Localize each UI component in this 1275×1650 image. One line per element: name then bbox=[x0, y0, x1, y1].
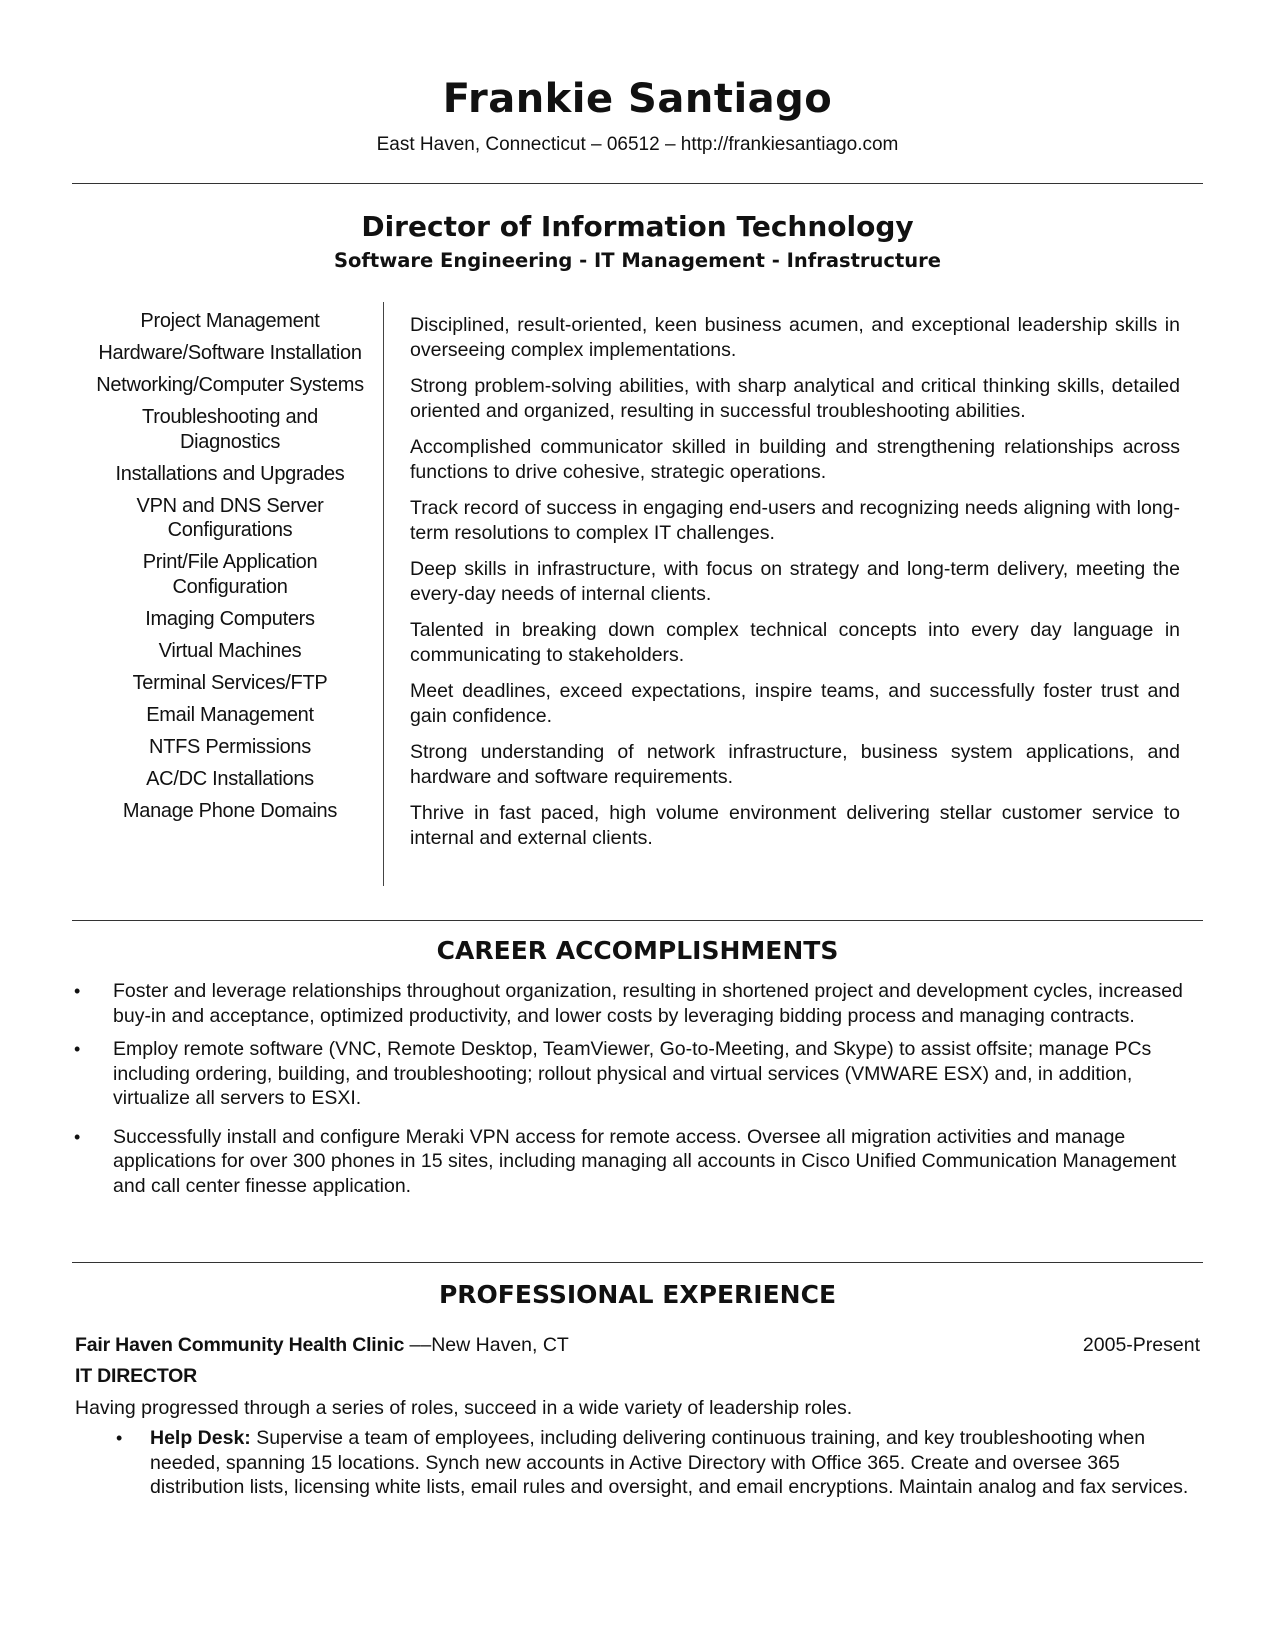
summary-paragraph: Deep skills in infrastructure, with focus on strategy and long-term delivery, meeting the every-day needs of internal clients. bbox=[410, 558, 1180, 605]
skill-item: Manage Phone Domains bbox=[122, 799, 338, 822]
duty-text: Supervise a team of employees, including delivering continuous training, and key troubleshooting when needed, spanning 15 locations. Synch new accounts in Active Directory with Office 365. Create and oversee 365 distribution lists, licensing white lists, email rules and oversight, and email encryptions. Maintain analog and fax services. bbox=[150, 1427, 1189, 1498]
accomplishment-item bbox=[72, 1037, 1203, 1111]
skill-item: VPN and DNS Server Configurations bbox=[136, 494, 324, 541]
duty-item bbox=[112, 1426, 1202, 1500]
bullet-icon: • bbox=[74, 1039, 81, 1059]
summary-paragraph: Meet deadlines, exceed expectations, inspire teams, and successfully foster trust and gain confidence. bbox=[410, 680, 1180, 727]
candidate-name: Frankie Santiago bbox=[442, 76, 833, 122]
summary-paragraph: Thrive in fast paced, high volume environment delivering stellar customer service to internal and external clients. bbox=[410, 802, 1180, 849]
accomplishment-text: Foster and leverage relationships throughout organization, resulting in shortened project and development cycles, increased buy-in and acceptance, optimized productivity, and lower costs by leveraging bidding process and managing contracts. bbox=[113, 980, 1183, 1027]
skill-item: Virtual Machines bbox=[158, 639, 302, 662]
skill-item: Print/File Application Configuration bbox=[142, 551, 318, 598]
job-location: New Haven, CT bbox=[431, 1334, 569, 1356]
summary-section bbox=[410, 313, 1180, 862]
bullet-icon: • bbox=[74, 1126, 81, 1147]
skill-item: Hardware/Software Installation bbox=[98, 342, 362, 364]
summary-paragraph: Strong understanding of network infrastructure, business system applications, and hardware and software requirements. bbox=[410, 741, 1180, 788]
accomplishment-item bbox=[72, 979, 1203, 1028]
summary-paragraph: Talented in breaking down complex technical concepts into every day language in communicating to stakeholders. bbox=[410, 619, 1180, 666]
duties-list bbox=[112, 1426, 1202, 1500]
separator: –– bbox=[404, 1334, 432, 1356]
skill-item: Email Management bbox=[146, 703, 314, 726]
summary-paragraph: Accomplished communicator skilled in building and strengthening relationships across functions to drive cohesive, strategic operations. bbox=[410, 436, 1180, 483]
duty-label: Help Desk: bbox=[150, 1427, 251, 1449]
headline-title: Director of Information Technology bbox=[361, 210, 914, 243]
summary-paragraph: Strong problem-solving abilities, with sharp analytical and critical thinking skills, detailed oriented and organized, resulting in successful troubleshooting abilities. bbox=[410, 375, 1180, 422]
skill-item: AC/DC Installations bbox=[146, 767, 314, 790]
job-header bbox=[75, 1334, 1200, 1357]
headline-subtitle: Software Engineering - IT Management - Infrastructure bbox=[333, 249, 942, 272]
divider bbox=[72, 183, 1203, 184]
divider bbox=[72, 920, 1203, 921]
accomplishment-text: Employ remote software (VNC, Remote Desktop, TeamViewer, Go-to-Meeting, and Skype) to assist offsite; manage PCs including ordering, building, and troubleshooting; rollout physical and virtual services (VMWARE ESX) and, in addition, virtualize all servers to ESXI. bbox=[113, 1038, 1152, 1109]
summary-paragraph: Disciplined, result-oriented, keen business acumen, and exceptional leadership skills in overseeing complex implementations. bbox=[410, 314, 1180, 361]
experience-title: PROFESSIONAL EXPERIENCE bbox=[438, 1280, 837, 1309]
skill-item: Terminal Services/FTP bbox=[132, 671, 328, 694]
job-title: IT DIRECTOR bbox=[75, 1365, 198, 1387]
bullet-icon: • bbox=[116, 1428, 123, 1448]
job-intro: Having progressed through a series of roles, succeed in a wide variety of leadership roles. bbox=[75, 1397, 853, 1419]
skill-item: NTFS Permissions bbox=[149, 735, 311, 758]
accomplishments-list bbox=[72, 979, 1203, 1198]
column-divider bbox=[383, 302, 384, 886]
bullet-icon: • bbox=[74, 981, 81, 1001]
employer-name: Fair Haven Community Health Clinic bbox=[75, 1334, 405, 1356]
accomplishment-item bbox=[72, 1125, 1203, 1199]
skill-item: Networking/Computer Systems bbox=[96, 374, 364, 396]
skill-item: Troubleshooting and Diagnostics bbox=[142, 406, 318, 453]
accomplishment-text: Successfully install and configure Meraki VPN access for remote access. Oversee all migration activities and manage applications for over 300 phones in 15 sites, including managing all accounts in Cisco Unified Communication Management and call center finesse application. bbox=[113, 1125, 1177, 1197]
job-dates: 2005-Present bbox=[1082, 1334, 1200, 1356]
skill-item: Imaging Computers bbox=[145, 607, 315, 630]
skill-item: Project Management bbox=[140, 310, 320, 332]
summary-paragraph: Track record of success in engaging end-users and recognizing needs aligning with long-term resolutions to complex IT challenges. bbox=[410, 497, 1180, 544]
contact-line: East Haven, Connecticut – 06512 – http://frankiesantiago.com bbox=[376, 134, 899, 155]
accomplishments-title: CAREER ACCOMPLISHMENTS bbox=[436, 936, 839, 965]
skill-item: Installations and Upgrades bbox=[115, 462, 345, 485]
skills-list bbox=[95, 309, 365, 831]
divider bbox=[72, 1262, 1203, 1263]
